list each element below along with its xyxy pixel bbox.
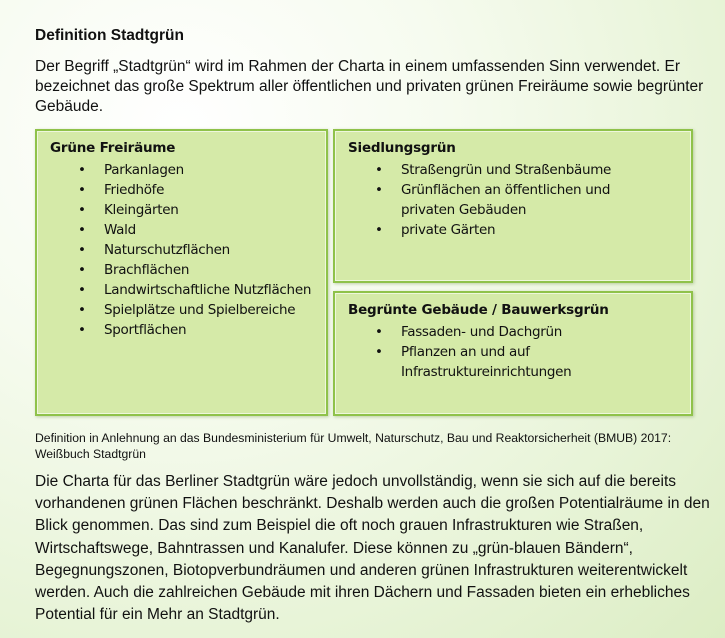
box-title: Siedlungsgrün [348, 140, 456, 156]
list-item: • Sportflächen [37, 320, 322, 340]
item-list [335, 160, 691, 240]
box-siedlungsgruen [333, 129, 693, 283]
list-item: • Kleingärten [37, 200, 322, 220]
list-item: • Spielplätze und Spielbereiche [37, 300, 322, 320]
list-item: • Straßengrün und Straßenbäume [335, 160, 641, 180]
list-item: • private Gärten [335, 220, 641, 240]
section-heading: Definition Stadtgrün [35, 27, 184, 44]
list-item: • Naturschutzflächen [37, 240, 322, 260]
source-note: Definition in Anlehnung an das Bundesministerium für Umwelt, Naturschutz, Bau und Reaktorsicherheit (BMUB) 2017: Weißbuch Stadtgrün [35, 431, 672, 461]
box-begruente-gebaeude [333, 291, 693, 416]
list-item: • Parkanlagen [37, 160, 322, 180]
body-paragraph: Die Charta für das Berliner Stadtgrün wäre jedoch unvollständig, wenn sie sich auf die bereits vorhandenen grünen Flächen beschränkt. Deshalb werden auch die großen Potentialräume in den Blick genommen. Das sind zum Beispiel die oft noch grauen Infrastrukturen wie Straßen, Wirtschaftswege, Bahntrassen und Kanalufer. Diese können zu „grün-blauen Bändern“, Begegnungszonen, Biotopverbundräumen und anderen grünen Infrastrukturen weiterentwickelt werden. Auch die zahlreichen Gebäude mit ihren Dächern und Fassaden bieten ein erhebliches Potential für ein Mehr an Stadtgrün. [35, 473, 710, 624]
box-title: Grüne Freiräume [50, 140, 176, 156]
list-item: • Pflanzen an und auf Infrastruktureinrichtungen [335, 342, 641, 382]
list-item: • Wald [37, 220, 322, 240]
item-list [37, 160, 326, 340]
intro-paragraph: Der Begriff „Stadtgrün“ wird im Rahmen der Charta in einem umfassenden Sinn verwendet. Er bezeichnet das große Spektrum aller öffentlichen und privaten grünen Freiräume sowie begrünter Gebäude. [35, 58, 704, 115]
item-list [335, 322, 691, 382]
list-item: • Fassaden- und Dachgrün [335, 322, 641, 342]
list-item: • Grünflächen an öffentlichen und privaten Gebäuden [335, 180, 641, 220]
list-item: • Landwirtschaftliche Nutzflächen [37, 280, 322, 300]
list-item: • Brachflächen [37, 260, 322, 280]
box-gruene-freiraeume [35, 129, 328, 416]
list-item: • Friedhöfe [37, 180, 322, 200]
box-title: Begrünte Gebäude / Bauwerksgrün [348, 302, 609, 318]
